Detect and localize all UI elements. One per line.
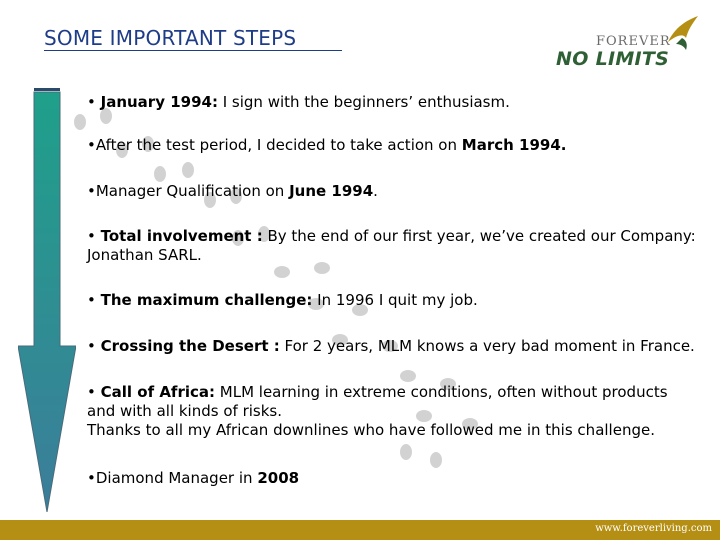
step-label: Total involvement : xyxy=(100,227,263,245)
step-label: Crossing the Desert : xyxy=(100,337,280,355)
step-text: MLM learning in extreme conditions, often without products and with all kinds of risks. xyxy=(87,383,668,420)
step-item: • January 1994: I sign with the beginners’ enthusiasm. xyxy=(87,93,510,111)
step-text: I sign with the beginners’ enthusiasm. xyxy=(217,93,510,111)
page-title: SOME IMPORTANT STEPS xyxy=(44,26,297,50)
step-text-end: . xyxy=(373,182,378,200)
step-date: March 1994. xyxy=(461,136,567,154)
step-label: January 1994: xyxy=(100,93,218,111)
step-text: By the end of our first year, we’ve created our Company: Jonathan SARL. xyxy=(87,227,696,264)
forever-no-limits-logo xyxy=(552,12,702,72)
step-text-line2: Thanks to all my African downlines who have followed me in this challenge. xyxy=(87,421,655,439)
step-item: • The maximum challenge: In 1996 I quit my job. xyxy=(87,291,478,309)
step-text: After the test period, I decided to take action on xyxy=(95,136,462,154)
eagle-icon xyxy=(664,12,704,52)
footer-url[interactable]: www.foreverliving.com xyxy=(595,523,712,534)
step-date: 2008 xyxy=(257,469,300,487)
step-item: • Crossing the Desert : For 2 years, MLM knows a very bad moment in France. xyxy=(87,337,695,355)
step-item: •Diamond Manager in 2008 xyxy=(87,469,300,487)
step-date: June 1994 xyxy=(289,182,374,200)
step-label: The maximum challenge: xyxy=(100,291,313,309)
title-underline xyxy=(44,50,342,51)
step-text: Diamond Manager in xyxy=(95,469,258,487)
step-text: Manager Qualification on xyxy=(95,182,290,200)
footer-bar xyxy=(0,520,720,540)
step-item: • Call of Africa: MLM learning in extreme conditions, often without products and with all kinds of risks. Thanks to all my African downlines who have followed me in this challenge. xyxy=(87,383,668,439)
step-text: For 2 years, MLM knows a very bad moment in France. xyxy=(279,337,695,355)
step-text: In 1996 I quit my job. xyxy=(312,291,478,309)
step-item: •Manager Qualification on June 1994. xyxy=(87,182,378,200)
step-item: •After the test period, I decided to take action on March 1994. xyxy=(87,136,567,154)
step-item: • Total involvement : By the end of our first year, we’ve created our Company: Jonathan SARL. xyxy=(87,227,696,264)
logo-forever-text: FOREVER xyxy=(596,34,671,49)
step-label: Call of Africa: xyxy=(100,383,215,401)
logo-no-limits-text: NO LIMITS xyxy=(556,48,670,70)
